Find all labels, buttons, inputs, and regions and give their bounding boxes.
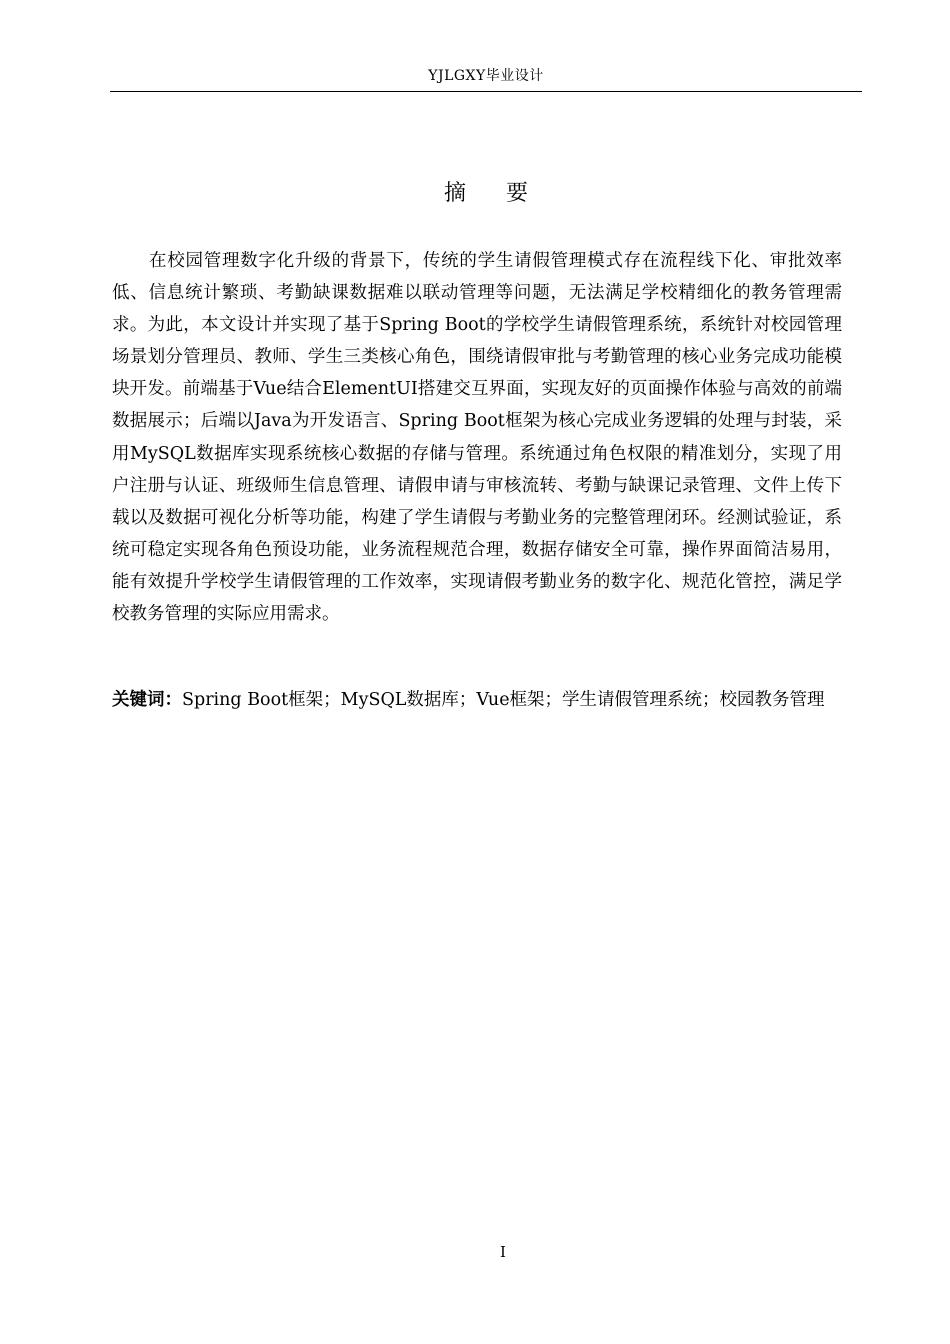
- keywords-text: Spring Boot框架；MySQL数据库；Vue框架；学生请假管理系统；校园教务管理: [182, 690, 825, 710]
- page-number: I: [500, 1243, 506, 1261]
- abstract-paragraph: 在校园管理数字化升级的背景下，传统的学生请假管理模式存在流程线下化、审批效率低、信息统计繁琐、考勤缺课数据难以联动管理等问题，无法满足学校精细化的教务管理需求。为此，本文设计并实现了基于Spring Boot的学校学生请假管理系统，系统针对校园管理场景划分管理员、教师、学生三类核心角色，围绕请假审批与考勤管理的核心业务完成功能模块开发。前端基于Vue结合ElementUI搭建交互界面，实现友好的页面操作体验与高效的前端数据展示；后端以Java为开发语言、Spring Boot框架为核心完成业务逻辑的处理与封装，采用MySQL数据库实现系统核心数据的存储与管理。系统通过角色权限的精准划分，实现了用户注册与认证、班级师生信息管理、请假申请与审核流转、考勤与缺课记录管理、文件上传下载以及数据可视化分析等功能，构建了学生请假与考勤业务的完整管理闭环。经测试验证，系统可稳定实现各角色预设功能，业务流程规范合理，数据存储安全可靠，操作界面简洁易用，能有效提升学校学生请假管理的工作效率，实现请假考勤业务的数字化、规范化管控，满足学校教务管理的实际应用需求。: [112, 251, 842, 625]
- header-divider: [110, 91, 862, 92]
- keywords-line: [112, 684, 842, 716]
- page-header: YJLGXY毕业设计: [428, 68, 544, 84]
- keywords-label: 关键词：: [112, 690, 182, 710]
- abstract-title: 摘要: [443, 181, 568, 206]
